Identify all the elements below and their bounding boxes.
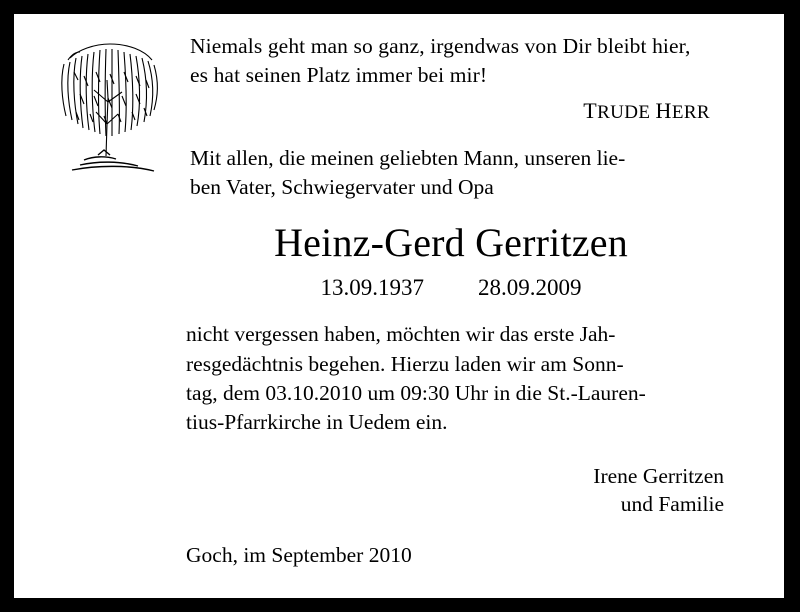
body-line-4: tius-Pfarrkirche in Uedem ein. <box>186 410 448 435</box>
death-date: 28.09.2009 <box>478 275 582 301</box>
place-and-date: Goch, im September 2010 <box>186 543 412 568</box>
weeping-willow-tree-icon <box>50 28 170 178</box>
announcement-body <box>186 320 738 437</box>
verse-line-1: Niemals geht man so ganz, irgendwas von Dir bleibt hier, <box>190 34 691 58</box>
signature-line-2: und Familie <box>620 492 724 517</box>
body-line-2: resgedächtnis begehen. Hierzu laden wir am Sonn- <box>186 351 624 376</box>
birth-date: 13.09.1937 <box>320 275 424 301</box>
attribution-initial-last: H <box>655 98 672 124</box>
attribution-initial-first: T <box>583 98 598 124</box>
signature-block <box>190 463 724 519</box>
verse-text <box>190 32 738 89</box>
verse-line-2: es hat seinen Platz immer bei mir! <box>190 62 488 87</box>
body-line-3: tag, dem 03.10.2010 um 09:30 Uhr in die St.-Lauren- <box>186 380 646 405</box>
intro-line-2: ben Vater, Schwiegervater und Opa <box>190 174 494 199</box>
life-dates <box>164 275 738 301</box>
attribution-rest-last: ERR <box>671 102 710 124</box>
signature-line-1: Irene Gerritzen <box>593 464 724 489</box>
attribution-rest-first: RUDE <box>597 102 651 124</box>
notice-card <box>14 14 784 598</box>
intro-text <box>190 144 738 201</box>
deceased-name: Heinz-Gerd Gerritzen <box>274 220 628 266</box>
verse-attribution <box>190 98 710 124</box>
notice-content <box>186 32 738 568</box>
body-line-1: nicht vergessen haben, möchten wir das erste Jah- <box>186 322 616 347</box>
intro-line-1: Mit allen, die meinen geliebten Mann, unseren lie- <box>190 146 626 171</box>
